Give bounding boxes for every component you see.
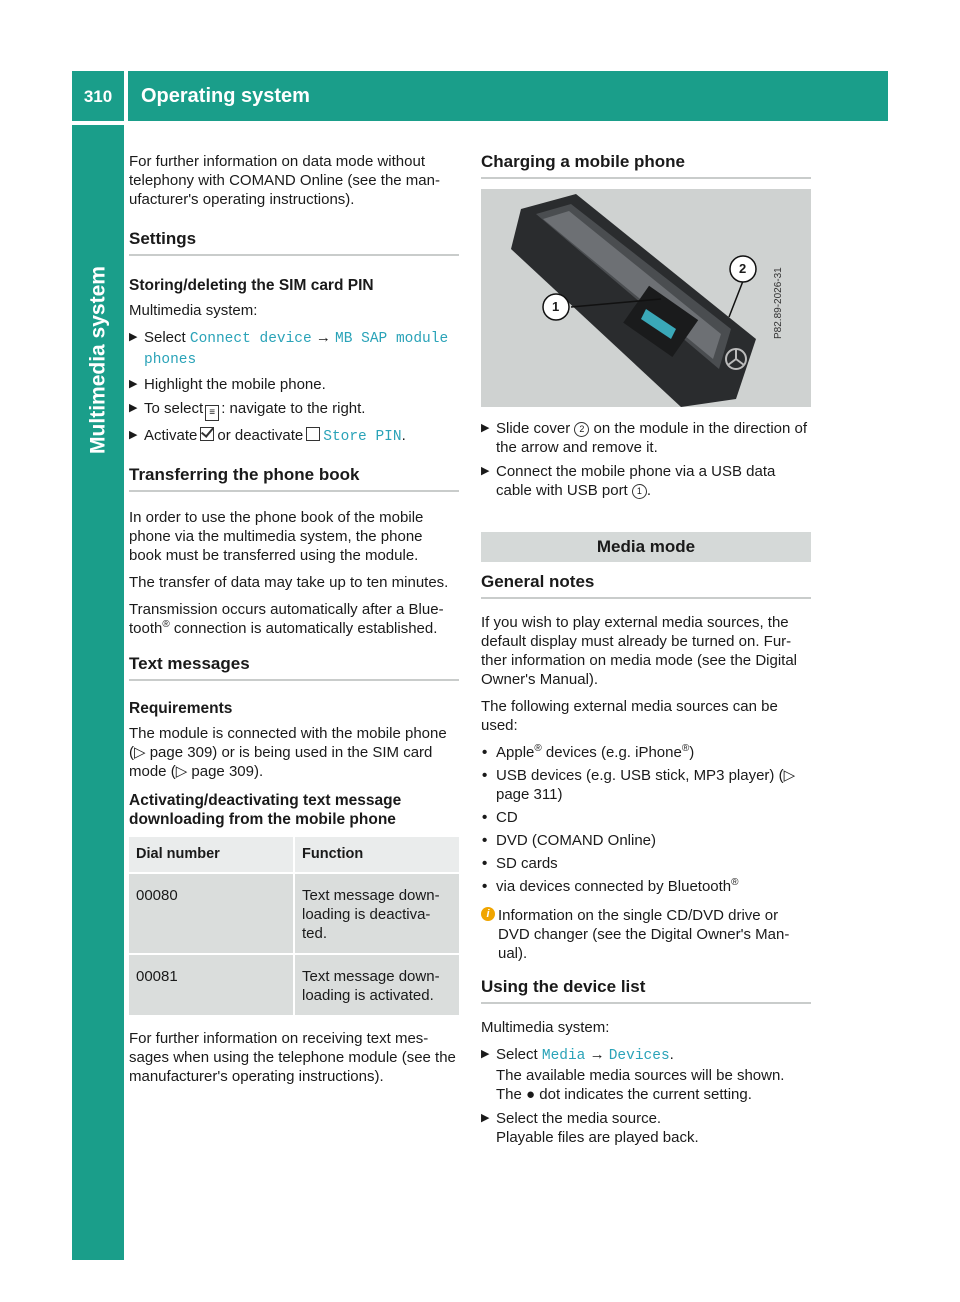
checkbox-checked-icon [200,427,214,441]
step-arrow-icon: ▶ [481,465,490,477]
phonebook-paragraph-1: In order to use the phone book of the mobile phone via the multimedia system, the phone book must be transferred using the module. [129,509,424,564]
activating-heading: Activating/deactivating text message downloading from the mobile phone [129,792,402,828]
menu-store-pin[interactable]: Store PIN [323,429,402,445]
page-ref-icon: ▷ [175,763,188,780]
requirements-heading: Requirements [129,700,233,717]
charge-step-2: ▶ Connect the mobile phone via a USB data cable with USB port 1 . [481,463,776,499]
bullet-icon: • [482,878,488,895]
selected-dot-icon: ● [526,1086,536,1103]
list-item: • DVD (COMAND Online) [482,832,657,849]
media-mode-band: Media mode [481,532,811,562]
general-paragraph-2: The following external media sources can be used: [481,698,778,734]
module-illustration [481,189,811,407]
list-item: • USB devices (e.g. USB stick, MP3 player) (▷ page 311) [482,767,796,803]
sim-pin-heading: Storing/deleting the SIM card PIN [129,277,374,294]
sim-step-4: ▶ Activate or deactivate Store PIN. [129,427,406,445]
bullet-icon: • [482,855,488,872]
list-item: • CD [482,809,518,826]
table-row [129,953,459,1015]
step-arrow-icon: ▶ [481,1048,490,1060]
photo-code: P82.89-2026-31 [773,267,784,339]
sim-step-1: ▶ Select Connect device → MB SAP module phones [129,329,449,368]
bullet-icon: • [482,832,488,849]
menu-mb-sap-module[interactable]: MB SAP module phones [144,331,449,368]
requirements-paragraph: The module is connected with the mobile phone (▷ page 309) or is being used in the SIM card mode (▷ page 309). [129,725,447,780]
checkbox-empty-icon [306,427,320,441]
charging-heading: Charging a mobile phone [481,152,811,179]
side-tab-label: Multimedia system [86,266,110,454]
arrow-right-icon: → [315,329,331,346]
table-row [129,872,459,953]
table-cell: Text message down-loading is deactiva-ted. [293,872,459,953]
menu-media[interactable]: Media [541,1048,586,1064]
settings-heading: Settings [129,229,459,256]
info-icon: i [481,907,495,921]
charge-step-1: ▶ Slide cover 2 on the module in the direction of the arrow and remove it. [481,420,808,456]
menu-connect-device[interactable]: Connect device [189,331,312,347]
callout-1-icon: 1 [632,484,647,499]
callout-2-label: 2 [739,261,747,276]
list-item: • via devices connected by Bluetooth® [482,877,739,895]
side-tab-label-wrap [72,125,124,595]
general-paragraph-1: If you wish to play external media sources, the default display must already be turned on. Fur-ther information on media mode (see the Digital Owner's Manual). [481,614,797,688]
step-arrow-icon: ▶ [481,422,490,434]
options-icon: ≡ [205,405,219,421]
bullet-icon: • [482,809,488,826]
info-note: i Information on the single CD/DVD drive or DVD changer (see the Digital Owner's Man-ual). [481,906,811,963]
outro-paragraph: For further information on receiving text mes-sages when using the telephone module (see the manufacturer's operating instructions). [129,1030,456,1085]
list-item: • Apple® devices (e.g. iPhone®) [482,743,695,761]
right-column [481,152,811,1152]
page-number: 310 [72,71,124,121]
table-header: Dial number [129,837,293,872]
text-messages-heading: Text messages [129,654,459,681]
table-cell: Text message down-loading is activated. [293,953,459,1015]
table-header: Function [293,837,459,872]
registered-mark: ® [162,619,170,630]
device-step-2: ▶ Select the media source. Playable files are played back. [481,1110,699,1146]
page-ref-icon: ▷ [783,767,796,784]
chapter-title: Operating system [128,71,888,121]
phonebook-heading: Transferring the phone book [129,465,459,492]
bullet-icon: • [482,767,488,784]
device-step-1: ▶ Select Media → Devices. The available media sources will be shown. The ● dot indicates the current setting. [481,1046,785,1103]
bullet-icon: • [482,744,488,761]
callout-2-icon: 2 [574,422,589,437]
dial-number-table [129,837,459,1015]
step-arrow-icon: ▶ [129,378,138,390]
phonebook-paragraph-3: Transmission occurs automatically after a Blue-tooth® connection is automatically established. [129,601,444,637]
step-arrow-icon: ▶ [129,429,138,441]
table-cell: 00081 [129,953,293,1015]
table-cell: 00080 [129,872,293,953]
sim-step-3: ▶ To select ≡ : navigate to the right. [129,399,459,421]
intro-paragraph: For further information on data mode without telephony with COMAND Online (see the man-ufacturer's operating instructions). [129,153,440,208]
callout-1-label: 1 [552,299,560,314]
arrow-right-icon: → [589,1046,605,1063]
step-arrow-icon: ▶ [481,1112,490,1124]
list-item: • SD cards [482,855,558,872]
menu-devices[interactable]: Devices [608,1048,670,1064]
module-photo [481,189,811,407]
sim-step-2: ▶ Highlight the mobile phone. [129,376,326,393]
step-arrow-icon: ▶ [129,331,138,343]
left-column [129,152,459,1094]
device-label: Multimedia system: [481,1019,610,1036]
general-notes-heading: General notes [481,572,811,599]
step-arrow-icon: ▶ [129,402,138,414]
page-ref-icon: ▷ [134,744,146,761]
sim-label: Multimedia system: [129,302,258,319]
device-list-heading: Using the device list [481,977,811,1004]
phonebook-paragraph-2: The transfer of data may take up to ten minutes. [129,574,449,591]
